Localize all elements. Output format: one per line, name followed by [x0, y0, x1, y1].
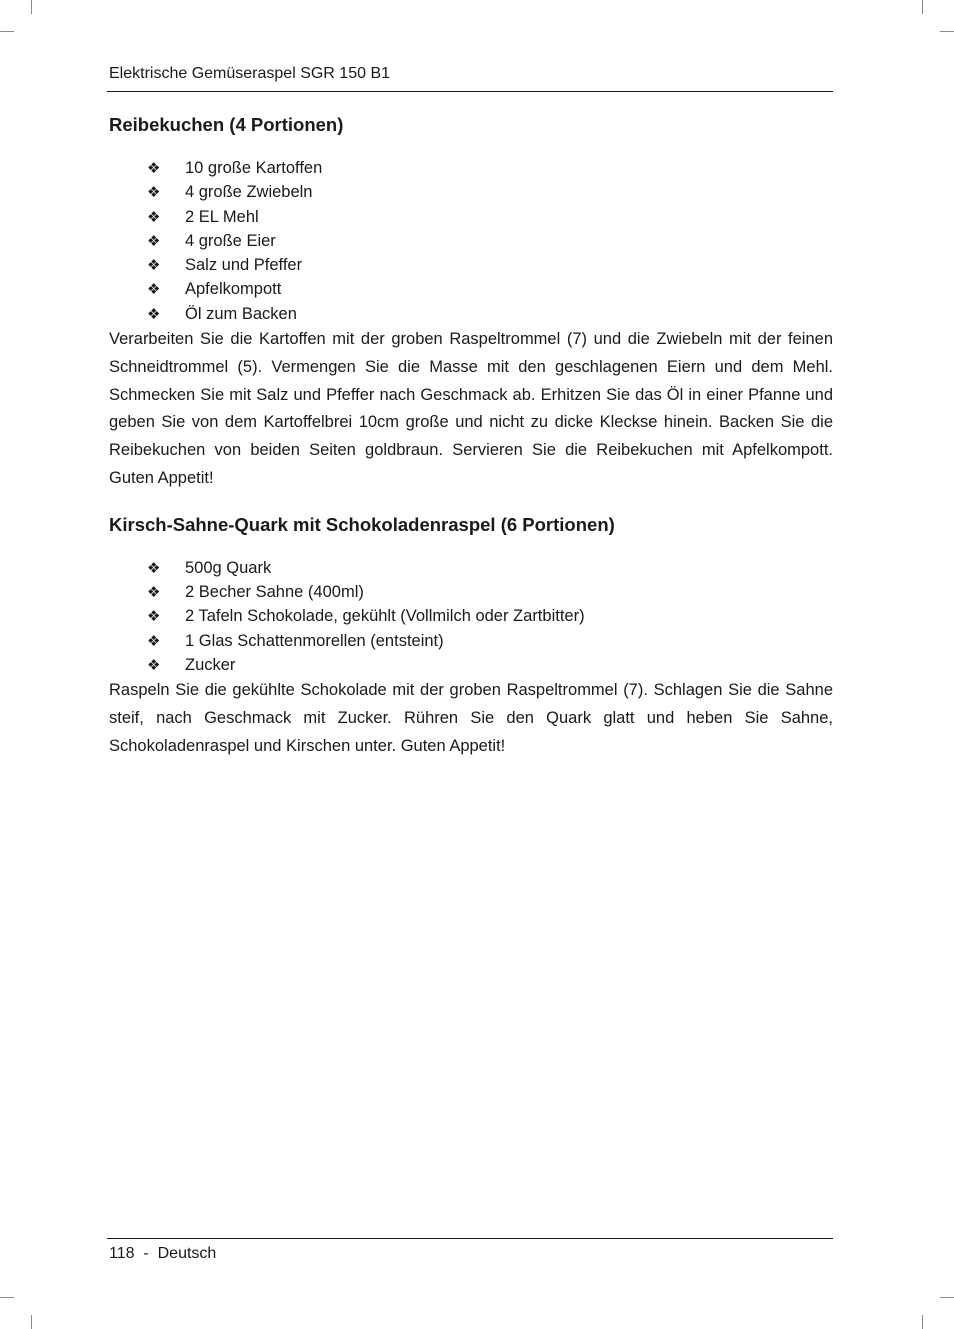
ingredient-list: [109, 156, 833, 326]
diamond-bullet-icon: ❖: [147, 280, 161, 299]
recipe-instructions: Raspeln Sie die gekühlte Schokolade mit der groben Raspeltrommel (7). Schlagen Sie die Sahne steif, nach Geschmack mit Zucker. Rühren Sie den Quark glatt und heben Sie Sahne, Schokoladenraspel und Kirschen unter. Guten Appetit!: [109, 681, 833, 755]
ingredient-item: ❖ 4 große Eier: [109, 229, 833, 253]
crop-mark: [0, 1297, 14, 1298]
crop-mark: [940, 1297, 954, 1298]
diamond-bullet-icon: ❖: [147, 583, 161, 602]
recipe-title: Reibekuchen (4 Portionen): [109, 114, 344, 135]
footer-language: Deutsch: [157, 1245, 217, 1262]
crop-mark: [922, 0, 923, 14]
page-footer: [109, 1244, 216, 1264]
ingredient-item: ❖ 2 EL Mehl: [109, 205, 833, 229]
ingredient-item: ❖ 2 Becher Sahne (400ml): [109, 580, 833, 604]
diamond-bullet-icon: ❖: [147, 558, 161, 577]
diamond-bullet-icon: ❖: [147, 304, 161, 323]
diamond-bullet-icon: ❖: [147, 607, 161, 626]
ingredient-item: ❖ 10 große Kartoffen: [109, 156, 833, 180]
recipe-instructions: Verarbeiten Sie die Kartoffen mit der groben Raspeltrommel (7) und die Zwiebeln mit der feinen Schneidtrommel (5). Vermengen Sie die Masse mit den geschlagenen Eiern und dem Mehl. Schmecken Sie mit Salz und Pfeffer nach Geschmack ab. Erhitzen Sie das Öl in einer Pfanne und geben Sie von dem Kartoffelbrei 10cm große und nicht zu dicke Kleckse hinein. Backen Sie die Reibekuchen von beiden Seiten goldbraun. Servieren Sie die Reibekuchen mit Apfelkompott. Guten Appetit!: [109, 330, 833, 488]
ingredient-list: [109, 556, 833, 677]
ingredient-item: ❖ Öl zum Backen: [109, 302, 833, 326]
diamond-bullet-icon: ❖: [147, 183, 161, 202]
ingredient-item: ❖ Apfelkompott: [109, 277, 833, 301]
diamond-bullet-icon: ❖: [147, 256, 161, 275]
ingredient-item: ❖ 500g Quark: [109, 556, 833, 580]
ingredient-item: ❖ Salz und Pfeffer: [109, 253, 833, 277]
header-rule: [107, 91, 833, 92]
page-content: [109, 112, 833, 761]
crop-mark: [0, 31, 14, 32]
page-number: 118: [109, 1245, 135, 1262]
recipe-reibekuchen: [109, 112, 833, 493]
ingredient-item: ❖ 1 Glas Schattenmorellen (entsteint): [109, 629, 833, 653]
footer-separator: -: [143, 1245, 149, 1262]
crop-mark: [922, 1315, 923, 1329]
running-header: Elektrische Gemüseraspel SGR 150 B1: [109, 65, 391, 82]
diamond-bullet-icon: ❖: [147, 656, 161, 675]
ingredient-item: ❖ 2 Tafeln Schokolade, gekühlt (Vollmilch oder Zartbitter): [109, 604, 833, 628]
diamond-bullet-icon: ❖: [147, 231, 161, 250]
diamond-bullet-icon: ❖: [147, 631, 161, 650]
diamond-bullet-icon: ❖: [147, 207, 161, 226]
crop-mark: [940, 31, 954, 32]
recipe-title: Kirsch-Sahne-Quark mit Schokoladenraspel (6 Portionen): [109, 513, 615, 535]
footer-rule: [107, 1238, 833, 1239]
ingredient-item: ❖ 4 große Zwiebeln: [109, 180, 833, 204]
diamond-bullet-icon: ❖: [147, 159, 161, 177]
crop-mark: [31, 0, 32, 14]
ingredient-item: ❖ Zucker: [109, 653, 833, 677]
recipe-kirsch-sahne-quark: [109, 512, 833, 761]
crop-mark: [31, 1315, 32, 1329]
